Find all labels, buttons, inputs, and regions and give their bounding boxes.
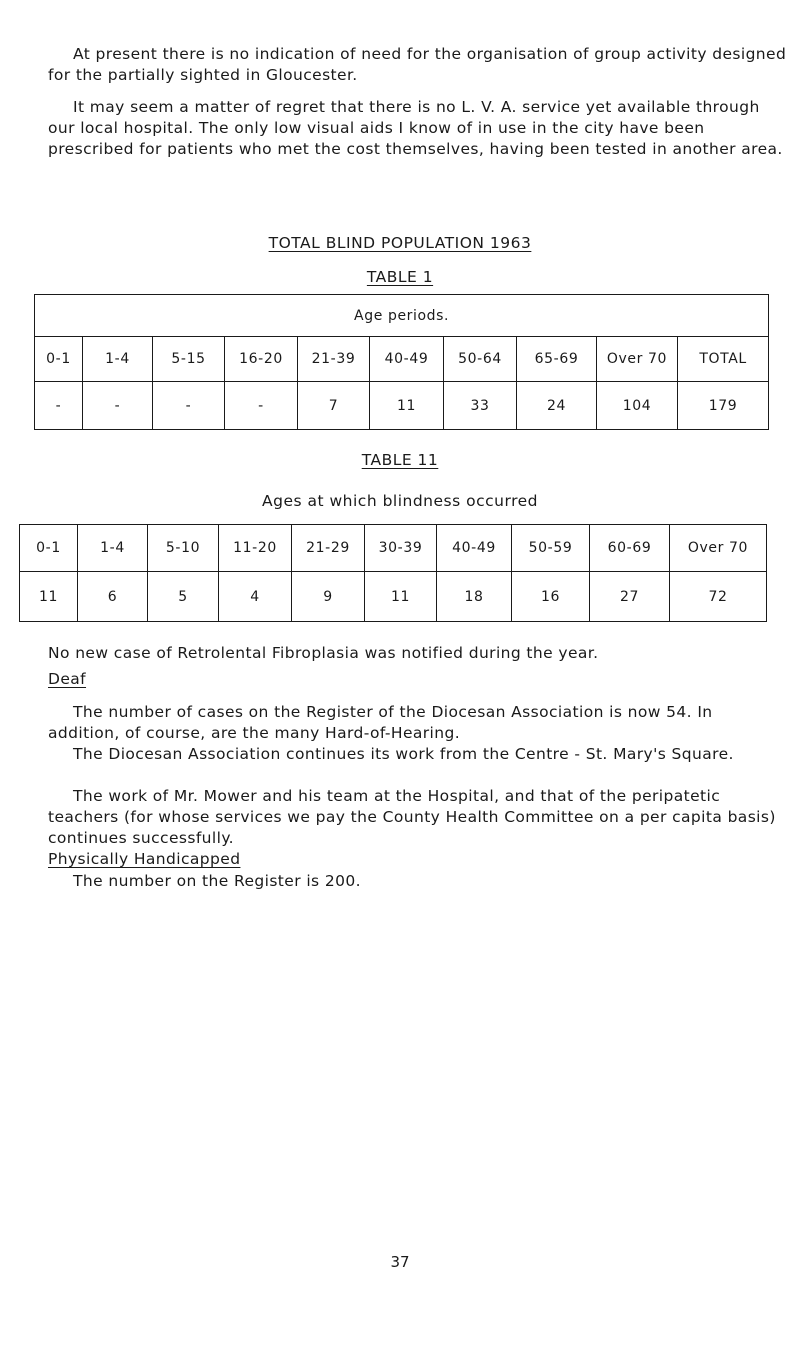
- table2-header-cell: 5-10: [148, 525, 219, 572]
- table1-value-cell: -: [225, 382, 298, 430]
- physically-handicapped-heading: Physically Handicapped: [48, 850, 241, 868]
- table1-value-row: [35, 382, 769, 430]
- table2-header-cell: 0-1: [20, 525, 78, 572]
- table2-header-cell: Over 70: [670, 525, 767, 572]
- table2-title: [0, 451, 800, 469]
- table2-value-cell: 5: [148, 572, 219, 622]
- table2-header-cell: 30-39: [365, 525, 437, 572]
- table1-header-cell: 50-64: [444, 337, 517, 382]
- table1-title: [0, 268, 800, 286]
- table2-value-cell: 4: [219, 572, 292, 622]
- section-title-text: TOTAL BLIND POPULATION 1963: [268, 234, 532, 252]
- table2-value-cell: 6: [78, 572, 148, 622]
- deaf-heading: Deaf: [48, 670, 87, 688]
- table1-header-cell: 65-69: [517, 337, 597, 382]
- table1-header-cell: 5-15: [153, 337, 225, 382]
- table2-value-cell: 72: [670, 572, 767, 622]
- table2-subtitle: Ages at which blindness occurred: [262, 492, 538, 510]
- deaf-paragraph-1: The number of cases on the Register of the Diocesan Association is now 54. In addition, of course, are the many Hard-of-Hearing.: [48, 703, 713, 742]
- table1-value-cell: 33: [444, 382, 517, 430]
- table2-value-cell: 11: [365, 572, 437, 622]
- table2-header-cell: 11-20: [219, 525, 292, 572]
- table2-value-cell: 9: [292, 572, 365, 622]
- table1-header-cell: TOTAL: [678, 337, 769, 382]
- table1-header-cell: Over 70: [597, 337, 678, 382]
- table1-header-cell: 40-49: [370, 337, 444, 382]
- table1-group-header-row: [35, 295, 769, 337]
- retrolental-note: No new case of Retrolental Fibroplasia was notified during the year.: [48, 644, 599, 662]
- table1-value-cell: 104: [597, 382, 678, 430]
- table1-header-cell: 16-20: [225, 337, 298, 382]
- table2-header-cell: 50-59: [512, 525, 590, 572]
- table2-value-cell: 18: [437, 572, 512, 622]
- table1-header-cell: 1-4: [83, 337, 153, 382]
- table1-header-cell: 0-1: [35, 337, 83, 382]
- table2-header-cell: 60-69: [590, 525, 670, 572]
- deaf-paragraph-2: The Diocesan Association continues its work from the Centre - St. Mary's Square.: [73, 745, 734, 763]
- table2-header-cell: 40-49: [437, 525, 512, 572]
- table2-value-cell: 27: [590, 572, 670, 622]
- table2-header-row: [20, 525, 767, 572]
- page-number: 37: [390, 1253, 410, 1271]
- table1-group-header: Age periods.: [35, 295, 769, 337]
- table2-value-cell: 16: [512, 572, 590, 622]
- table1-header-cell: 21-39: [298, 337, 370, 382]
- table1-value-cell: 7: [298, 382, 370, 430]
- deaf-paragraph-3: The work of Mr. Mower and his team at the Hospital, and that of the peripatetic teachers (for whose services we pay the County Health Committee on a per capita basis) continues successfully.: [48, 787, 776, 847]
- section-title: [0, 234, 800, 252]
- table2-header-cell: 1-4: [78, 525, 148, 572]
- intro-paragraph-2: It may seem a matter of regret that there is no L. V. A. service yet available through our local hospital. The only low visual aids I know of in use in the city have been prescribed for patients who met the cost themselves, having been tested in another area.: [48, 98, 783, 158]
- table1-header-row: [35, 337, 769, 382]
- table1-value-cell: 24: [517, 382, 597, 430]
- table2-value-cell: 11: [20, 572, 78, 622]
- intro-paragraph-1: At present there is no indication of need for the organisation of group activity designed for the partially sighted in Gloucester.: [48, 45, 787, 84]
- table2-value-row: [20, 572, 767, 622]
- physically-handicapped-paragraph: The number on the Register is 200.: [73, 872, 361, 890]
- table1-value-cell: -: [35, 382, 83, 430]
- table2-header-cell: 21-29: [292, 525, 365, 572]
- table1-value-cell: 179: [678, 382, 769, 430]
- table1: [34, 294, 769, 430]
- table1-title-text: TABLE 1: [366, 268, 434, 286]
- table1-value-cell: -: [83, 382, 153, 430]
- table2: [19, 524, 767, 622]
- table2-title-text: TABLE 11: [361, 451, 439, 469]
- table1-value-cell: 11: [370, 382, 444, 430]
- table1-value-cell: -: [153, 382, 225, 430]
